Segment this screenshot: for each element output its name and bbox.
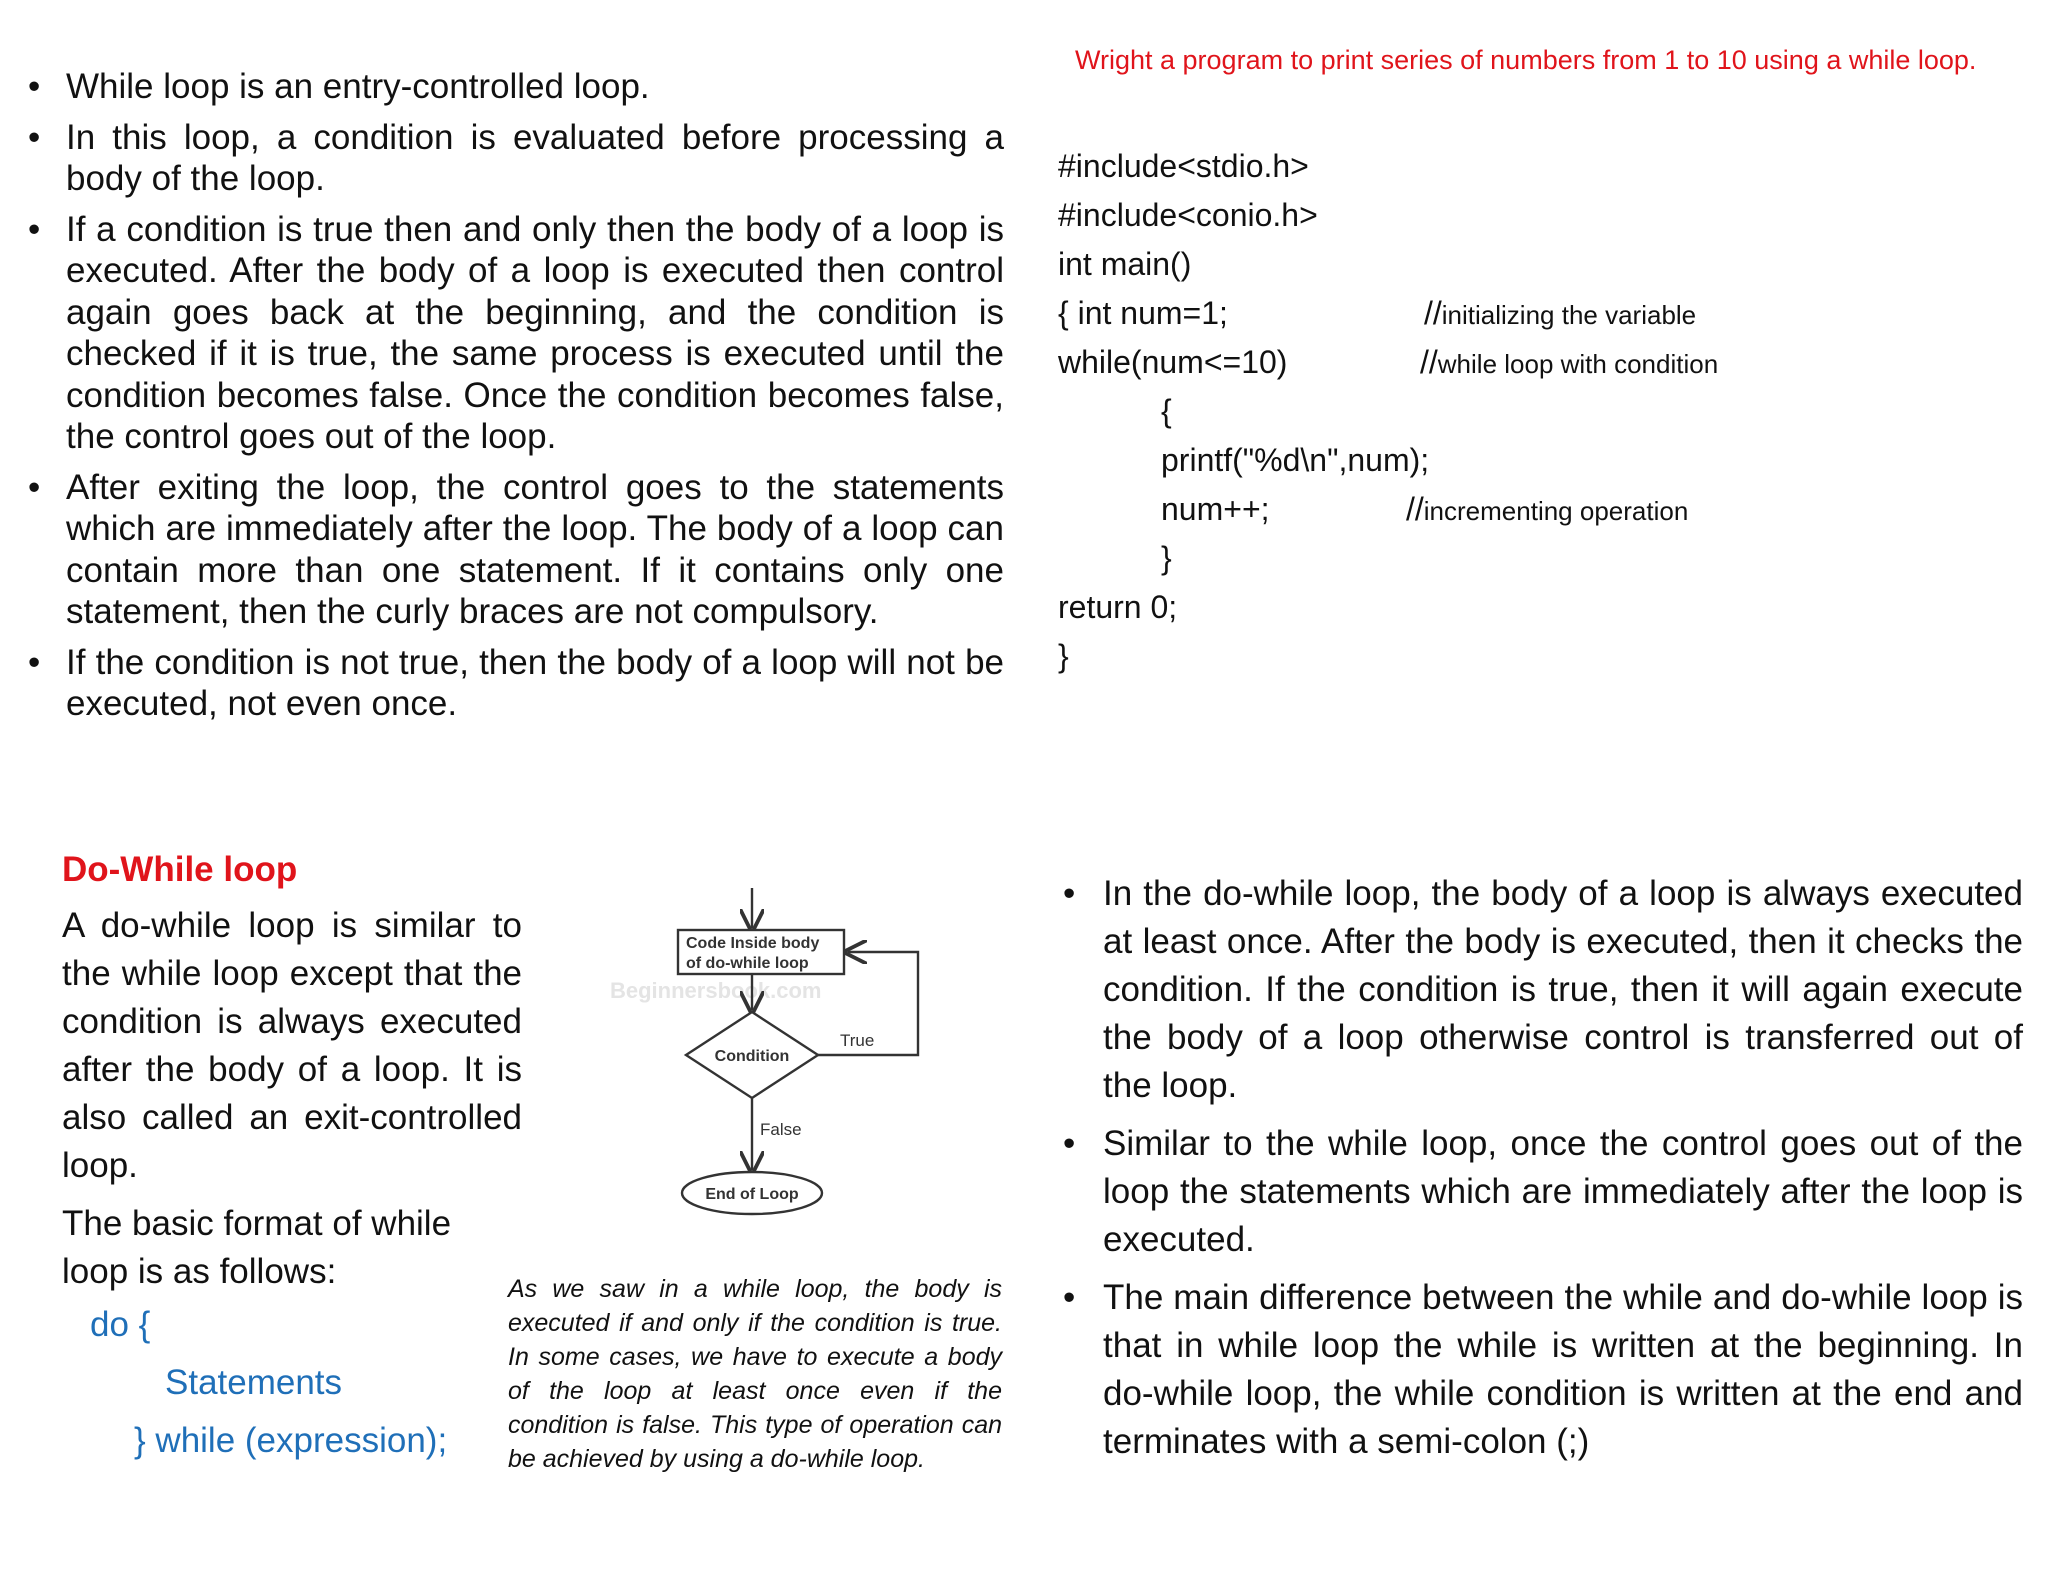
do-while-description: A do-while loop is similar to the while loop except that the condition is always executed after the body of a loop. It is also called an exit-controlled loop. (62, 906, 522, 1185)
syntax-line: do { (90, 1305, 151, 1344)
do-while-heading: Do-While loop (62, 850, 298, 889)
code-line: #include<conio.h> (1058, 197, 1318, 233)
code-line: return 0; (1058, 589, 1178, 625)
while-note-item: • In this loop, a condition is evaluated before processing a body of the loop. (28, 117, 1004, 200)
code-comment: //while loop with condition (1420, 344, 1719, 380)
while-note-item: • After exiting the loop, the control goes to the statements which are immediately after the loop. The body of a loop can contain more than one statement. If it contains only one statement, then the curly braces are not compulsory. (28, 467, 1004, 633)
syntax-line: } while (expression); (134, 1421, 448, 1460)
code-line: { (1161, 393, 1172, 429)
code-line: { int num=1; //initializing the variable (1058, 289, 1429, 338)
while-note-item: • If a condition is true then and only then the body of a loop is executed. After the body of a loop is executed then control again goes back at the beginning, and the condition is checked if it is true, the same process is executed until the condition becomes false. Once the condition becomes false, the control goes out of the loop. (28, 209, 1004, 458)
code-line: } (1058, 638, 1069, 674)
do-while-notes (1063, 870, 2023, 1476)
code-line: } (1161, 540, 1172, 576)
code-line: int main() (1058, 246, 1192, 282)
code-comment: //incrementing operation (1406, 491, 1689, 527)
do-while-note-item: • Similar to the while loop, once the control goes out of the loop the statements which are immediately after the loop is executed. (1063, 1120, 2023, 1264)
end-label: End of Loop (705, 1186, 799, 1203)
while-loop-notes (28, 66, 1004, 734)
italic-note: As we saw in a while loop, the body is executed if and only if the condition is true. In some cases, we have to execute a body of the loop at least once even if the condition is false. This type of operation can be achieved by using a do-while loop. (508, 1275, 1002, 1473)
code-comment: //initializing the variable (1424, 295, 1697, 331)
false-label: False (760, 1120, 802, 1139)
while-note-item: • While loop is an entry-controlled loop. (28, 66, 1004, 108)
code-line: num++; //incrementing operation (1058, 485, 1429, 534)
condition-label: Condition (714, 1048, 790, 1065)
true-label: True (840, 1031, 875, 1050)
do-while-note-item: • The main difference between the while and do-while loop is that in while loop the while is written at the beginning. In do-while loop, the while condition is written at the end and terminates with a semi-colon (;) (1063, 1274, 2023, 1466)
program-title: Wright a program to print series of numbers from 1 to 10 using a while loop. (1075, 45, 1977, 75)
code-line: #include<stdio.h> (1058, 148, 1309, 184)
syntax-line: Statements (165, 1363, 343, 1402)
code-line: printf("%d\n",num); (1161, 442, 1430, 478)
basic-format-text: The basic format of while loop is as follows: (62, 1204, 452, 1291)
code-line: while(num<=10) //while loop with condition (1058, 338, 1429, 387)
do-while-flowchart (600, 880, 940, 1230)
code-block (1058, 142, 1719, 681)
while-note-item: • If the condition is not true, then the body of a loop will not be executed, not even once. (28, 642, 1004, 725)
watermark: Beginnersbook.com (610, 978, 822, 1003)
body-box-label: of do-while loop (686, 955, 809, 972)
body-box-label: Code Inside body (686, 935, 820, 952)
do-while-note-item: • In the do-while loop, the body of a loop is always executed at least once. After the body is executed, then it checks the condition. If the condition is true, then it will again execute the body of a loop otherwise control is transferred out of the loop. (1063, 870, 2023, 1110)
